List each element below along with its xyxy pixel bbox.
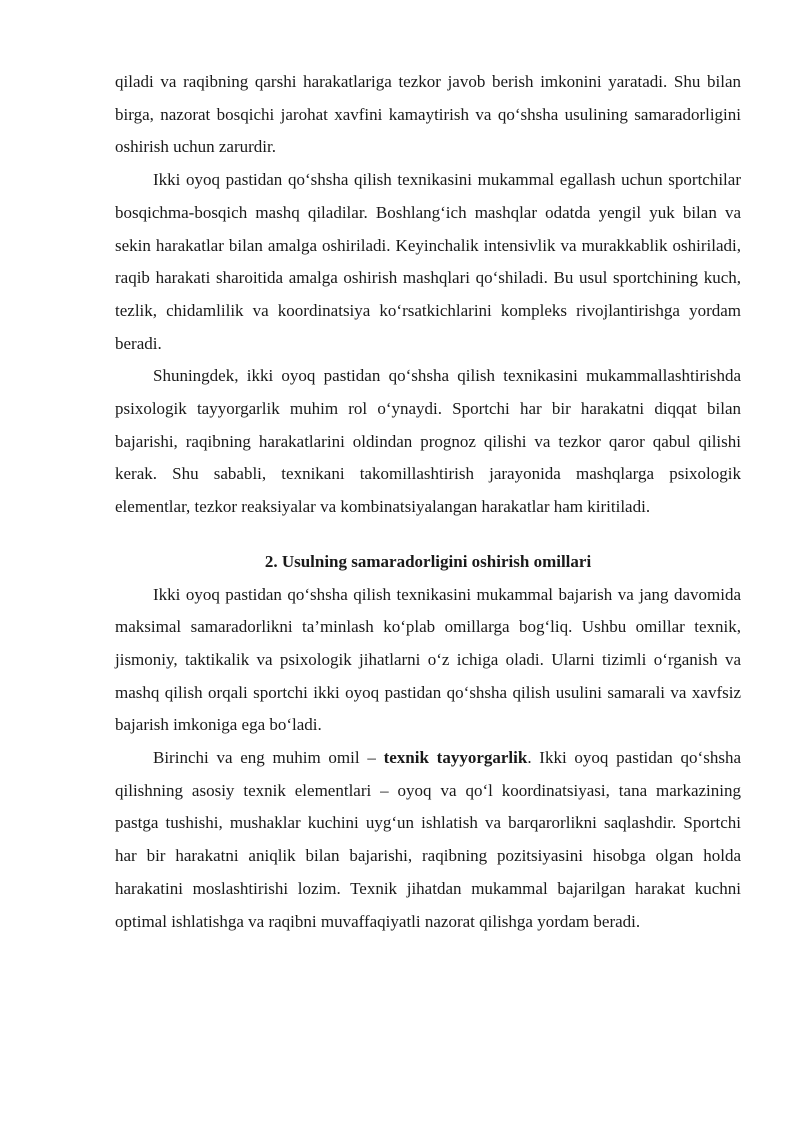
paragraph-continuation: qiladi va raqibning qarshi harakatlariga tezkor javob berish imkonini yaratadi. Shu bilan birga, nazorat bosqichi jarohat xavfini kamaytirish va qo‘shsha usulining samaradorligini oshirish uchun zarurdir.	[115, 72, 741, 157]
bold-term: texnik tayyorgarlik	[383, 748, 528, 768]
paragraph-technical-preparation	[115, 742, 741, 938]
paragraph-factors-intro: Ikki oyoq pastidan qo‘shsha qilish texnikasini mukammal bajarish va jang davomida maksimal samaradorlikni ta’minlash ko‘plab omillarga bog‘liq. Ushbu omillar texnik, jismoniy, taktikalik va psixologik jihatlarni o‘z ichiga oladi. Ularni tizimli o‘rganish va mashq qilish orqali sportchi ikki oyoq pastidan qo‘shsha qilish usulini samarali va xavfsiz bajarish imkoniga ega bo‘ladi.	[115, 584, 741, 735]
paragraph-lead-text: Birinchi va eng muhim omil –	[153, 748, 384, 768]
document-page	[115, 66, 741, 938]
paragraph-psychological-preparation: Shuningdek, ikki oyoq pastidan qo‘shsha qilish texnikasini mukammallashtirishda psixologik tayyorgarlik muhim rol o‘ynaydi. Sportchi har bir harakatni diqqat bilan bajarishi, raqibning harakatlarini oldindan prognoz qilishi va tezkor qaror qabul qilishi kerak. Shu sababli, texnikani takomillashtirish jarayonida mashqlarga psixologik elementlar, tezkor reaksiyalar va kombinatsiyalangan harakatlar ham kiritiladi.	[115, 366, 741, 517]
paragraph-rest-text: . Ikki oyoq pastidan qo‘shsha qilishning asosiy texnik elementlari – oyoq va qo‘l koordinatsiyasi, tana markazining pastga tushishi, mushaklar kuchini uyg‘un ishlatish va barqarorlikni saqlashdir. Sportchi har bir harakatni aniqlik bilan bajarishi, raqibning pozitsiyasini hisobga olgan holda harakatini moslashtirishi lozim. Texnik jihatdan mukammal bajarilgan harakat kuchni optimal ishlatishga va raqibni muvaffaqiyatli nazorat qilishga yordam beradi.	[115, 748, 741, 931]
section-heading: 2. Usulning samaradorligini oshirish omillari	[264, 551, 592, 571]
paragraph-training-stages: Ikki oyoq pastidan qo‘shsha qilish texnikasini mukammal egallash uchun sportchilar bosqichma-bosqich mashq qiladilar. Boshlang‘ich mashqlar odatda yengil yuk bilan va sekin harakatlar bilan amalga oshiriladi. Keyinchalik intensivlik va murakkablik oshiriladi, raqib harakati sharoitida amalga oshirish mashqlari qo‘shiladi. Bu usul sportchining kuch, tezlik, chidamlilik va koordinatsiya ko‘rsatkichlarini kompleks rivojlantirishga yordam beradi.	[115, 170, 741, 353]
